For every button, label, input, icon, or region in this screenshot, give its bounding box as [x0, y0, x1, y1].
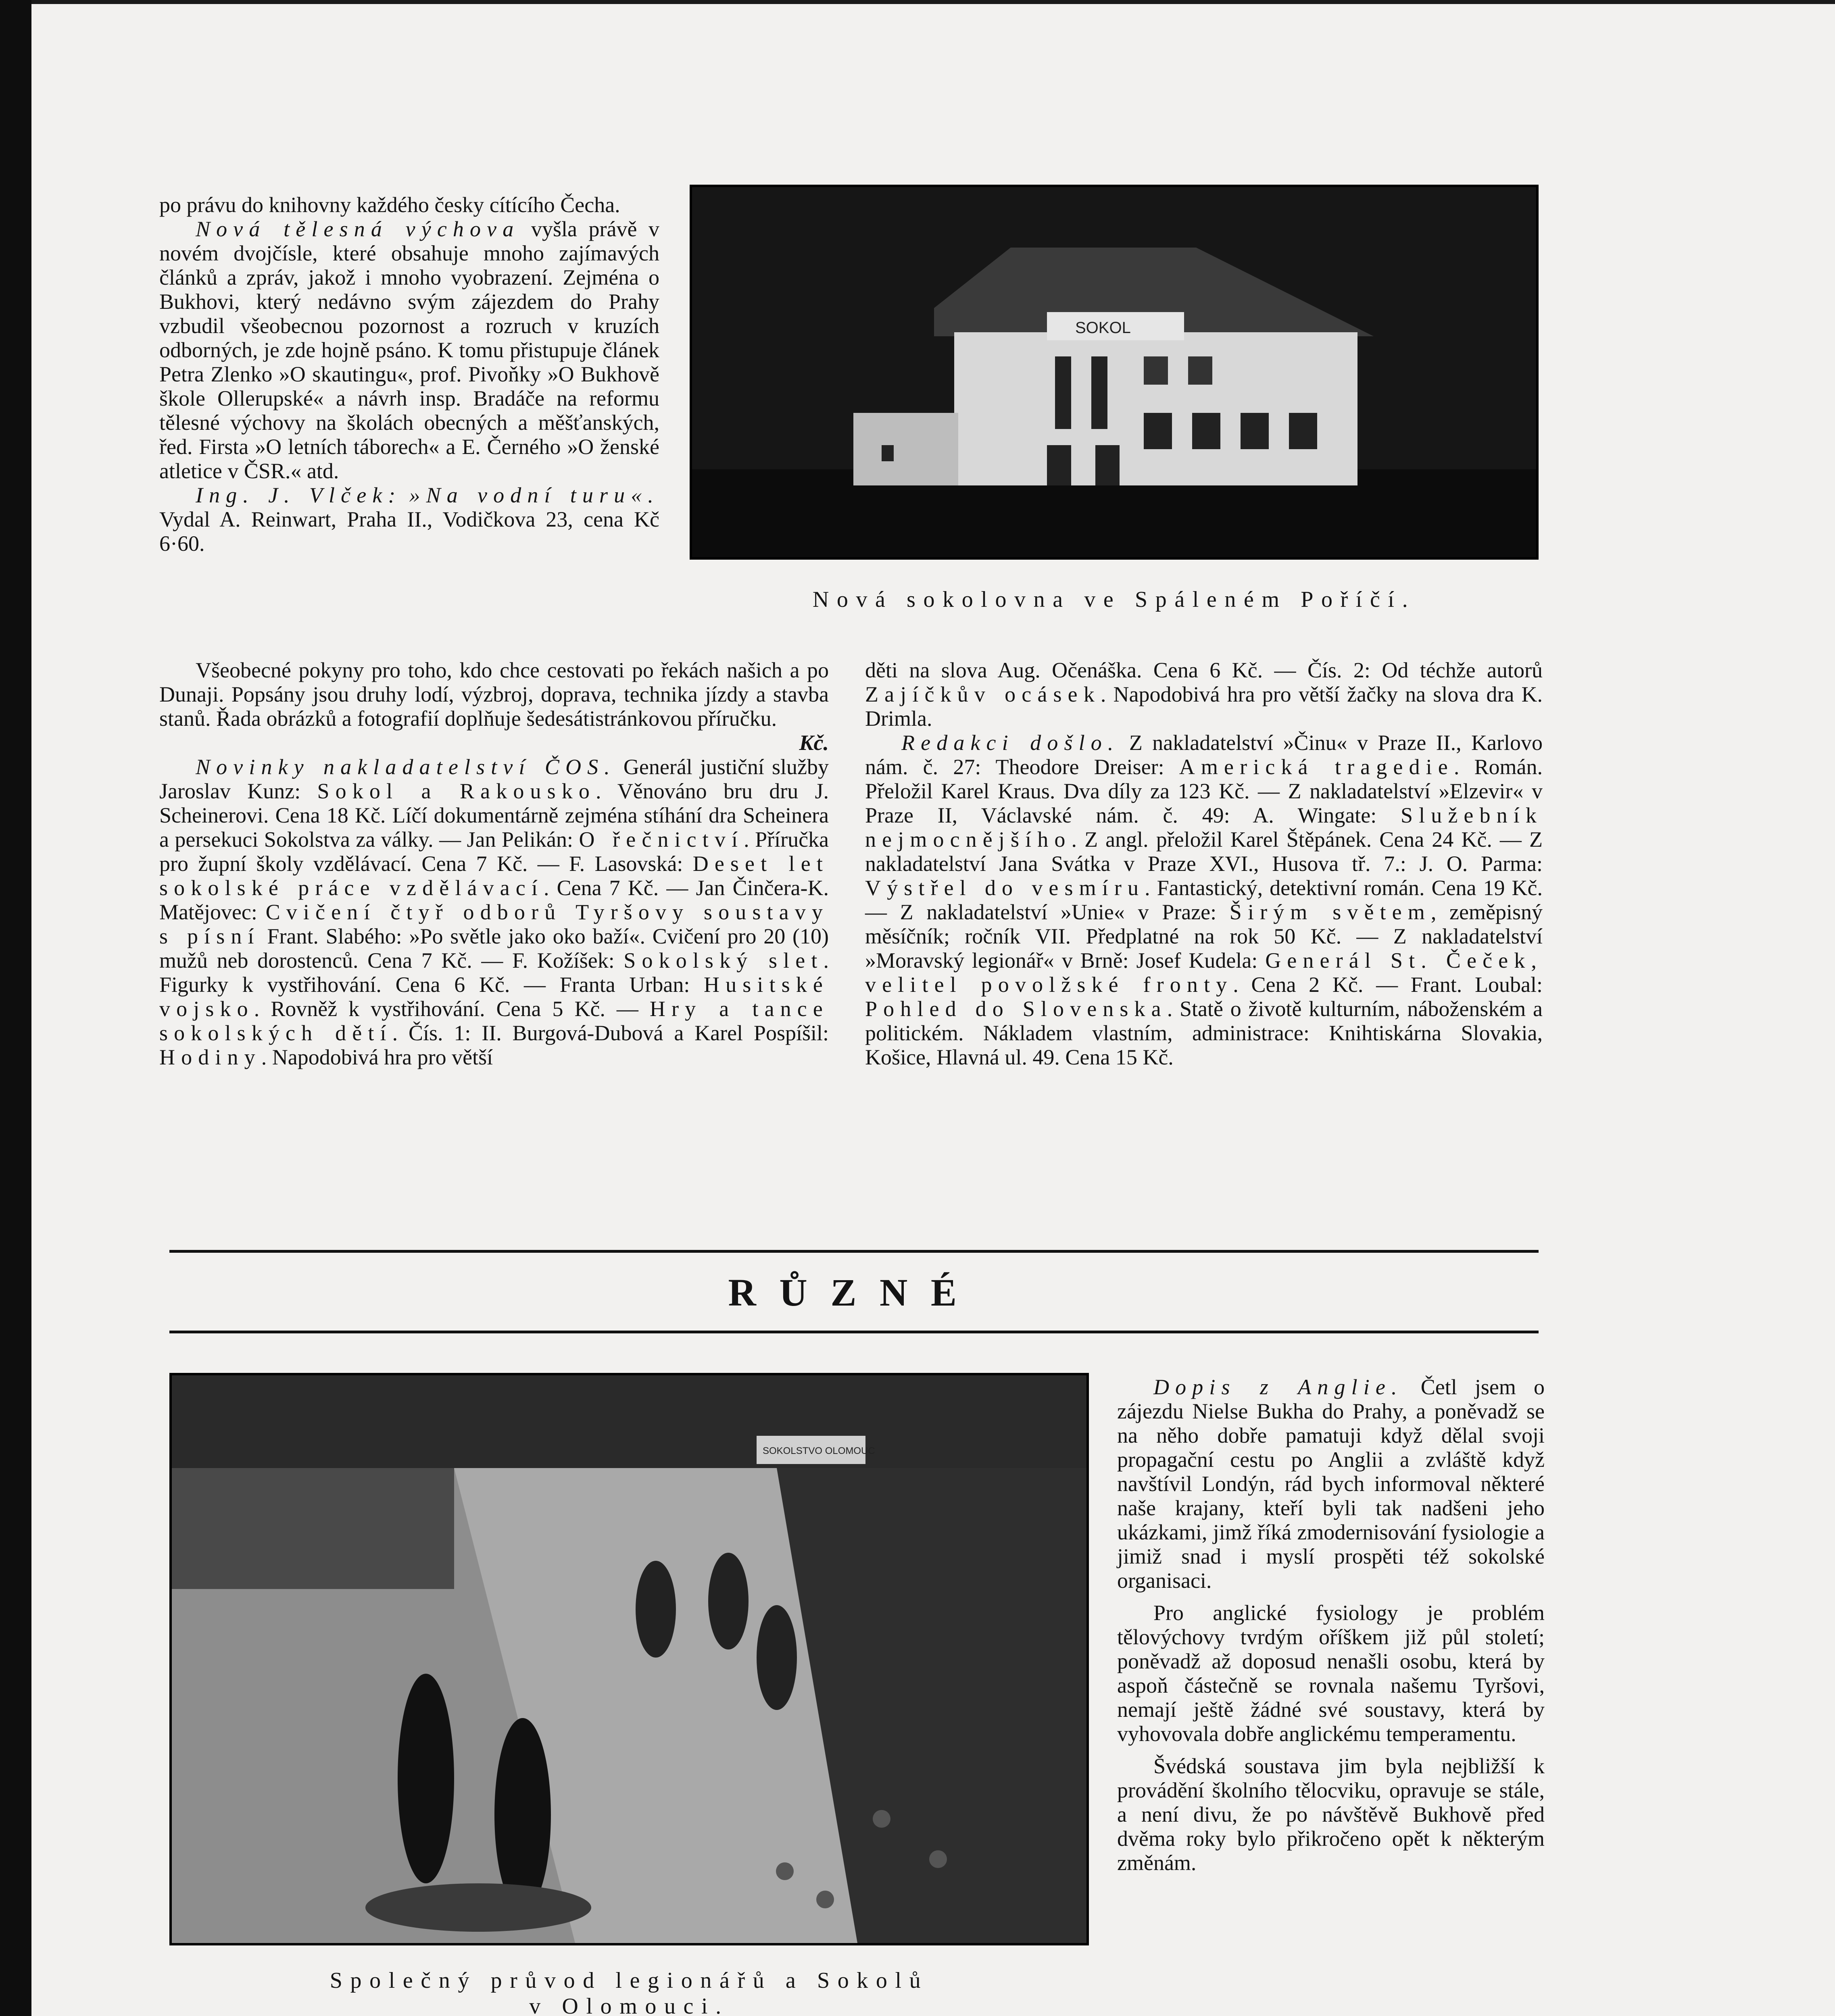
caption-sokolovna: Nová sokolovna ve Spáleném Poříčí. [812, 587, 1416, 612]
sokol-sign: SOKOL [1075, 319, 1131, 337]
column-bottom-right [1117, 1375, 1545, 1875]
paragraph-novinky-cos: Novinky nakladatelství ČOS. Generál justiční služby Jaroslav Kunz: Sokol a Rakousko. Věnováno bru dru J. Scheinerovi. Cena 18 Kč. Líčí dokumentárně zejména stíhání dra Scheinera a persekuci Sokolstva za války. — Jan Pelikán: O řečnictví. Příručka pro župní školy vzdělávací. Cena 7 Kč. — F. Lasovská: Deset let sokolské práce vzdělávací. Cena 7 Kč. — Jan Činčera-K. Matějovec: Cvičení čtyř odborů Tyršovy soustavy s písní Frant. Slabého: »Po světle jako oko baží«. Cvičení pro 20 (10) mužů neb dorostenců. Cena 7 Kč. — F. Kožíšek: Sokolský slet. Figurky k vystřihování. Cena 6 Kč. — Franta Urban: Husitské vojsko. Rovněž k vystřihování. Cena 5 Kč. — Hry a tance sokolských dětí. Čís. 1: II. Burgová-Dubová a Karel Pospíšil: Hodiny. Napodobivá hra pro větší [159, 755, 829, 1069]
paragraph-zajickuv-ocasek: děti na slova Aug. Očenáška. Cena 6 Kč. — Čís. 2: Od téchže autorů Zajíčkův ocásek. Napodobivá hra pro větší žačky na slova dra K. Drimla. [865, 658, 1543, 731]
title-redakci-doslo: Redakci došlo. [901, 731, 1120, 755]
heading-rule-bottom [169, 1331, 1539, 1333]
scan-border-left [0, 0, 31, 2016]
title-novinky-cos: Novinky nakladatelství ČOS. [196, 755, 616, 779]
scan-border-top [31, 0, 1835, 4]
paragraph-redakci-doslo: Redakci došlo. Z nakladatelství »Činu« v Praze II., Karlovo nám. č. 27: Theodore Dreiser: Americká tragedie. Román. Přeložil Karel Kraus. Dva díly za 123 Kč. — Z nakladatelství »Elzevir« v Praze II, Václavské nám. č. 49: A. Wingate: Služebník nejmocnějšího. Z angl. přeložil Karel Štěpánek. Cena 24 Kč. — Z nakladatelství Jana Svátka v Praze XVI., Husova tř. 7.: J. O. Parma: Výstřel do vesmíru. Fantastický, detektivní román. Cena 19 Kč. — Z nakladatelství »Unie« v Praze: Širým světem, zeměpisný měsíčník; ročník VII. Předplatné na rok 50 Kč. — Z nakladatelství »Moravský legionář« v Brně: Josef Kudela: Generál St. Čeček, velitel povolžské fronty. Cena 2 Kč. — Frant. Loubal: Pohled do Slovenska. Statě o životě kulturním, náboženském a politickém. Nákladem vlastním, administrace: Knihtiskárna Slovakia, Košice, Hlavná ul. 49. Cena 15 Kč. [865, 731, 1543, 1069]
author-vlcek: Ing. J. Vlček: [196, 483, 402, 507]
photo-pruvod [169, 1373, 1089, 1945]
section-heading-ruzne: RŮZNÉ [728, 1271, 980, 1314]
title-nova-telesna: Nová tělesná výchova [196, 217, 520, 241]
sokolovna-illustration [692, 187, 1536, 557]
caption-pruvod-line2: v Olomouci. [529, 1994, 729, 2016]
paragraph-intro: po právu do knihovny každého česky cítícího Čecha. [159, 193, 620, 217]
paragraph-dopis-z-anglie: Dopis z Anglie. Četl jsem o zájezdu Nielse Bukha do Prahy, a poněvadž se na něho dobře pamatuji když dělal svoji propagační cestu po Anglii a zvláště když navštívil Londýn, rád bych informoval některé naše krajany, kteří byli tak nadšeni jeho ukázkami, jimž říká zmodernisování fysiologie a jimiž snad i myslí prospěti též sokolské organisaci. [1117, 1375, 1545, 1593]
column-mid-left [159, 658, 829, 1069]
paragraph-anglicti-fysiologove: Pro anglické fysiology je problém tělovýchovy tvrdým oříškem již půl století; poněvadž až doposud nenašli osobu, která by aspoň částečně se rovnala našemu Tyršovi, nemají ještě žádné své soustavy, která by vyhovovala dobře anglickému temperamentu. [1117, 1601, 1545, 1746]
column-top-left [159, 193, 659, 556]
signature-kc: Kč. [799, 731, 829, 755]
heading-rule-top [169, 1250, 1539, 1253]
procession-banner: SOKOLSTVO OLOMOUC [763, 1445, 875, 1456]
paragraph-svedska-soustava: Švédská soustava jim byla nejbližší k provádění školního tělocviku, opravuje se stále, a není divu, že po návštěvě Bukhově před dvěma roky bylo přikročeno opět k některým změnám. [1117, 1754, 1545, 1875]
paragraph-nova-telesna: Nová tělesná výchova vyšla právě v novém dvojčísle, které obsahuje mnoho zajímavých článků a zpráv, jakož i mnoho vyobrazení. Zejména o Bukhovi, který nedávno svým zájezdem do Prahy vzbudil všeobecnou pozornost a rozruch v kruzích odborných, je zde hojně psáno. K tomu přistupuje článek Petra Zlenko »O skautingu«, prof. Pivoňky »O Bukhově škole Ollerupské« a návrh insp. Bradáče na reformu tělesné výchovy na školách obecných a měšťanských, řed. Firsta »O letních táborech« a E. Černého »O ženské atletice v ČSR.« atd. [159, 217, 660, 483]
title-na-vodni-turu: »Na vodní turu«. [409, 483, 659, 507]
title-dopis-z-anglie: Dopis z Anglie. [1153, 1375, 1403, 1399]
paragraph-vseobecne-pokyny: Všeobecné pokyny pro toho, kdo chce cestovati po řekách našich a po Dunaji. Popsány jsou druhy lodí, výzbroj, doprava, technika jízdy a stavba stanů. Řada obrázků a fotografií doplňuje šedesátistránkovou příručku. Kč. [159, 658, 829, 755]
column-mid-right [865, 658, 1543, 1069]
paragraph-na-vodni-turu: Ing. J. Vlček: »Na vodní turu«. Vydal A. Reinwart, Praha II., Vodičkova 23, cena Kč 6·60. [159, 483, 659, 556]
procession-illustration [172, 1375, 1086, 1943]
photo-sokolovna [690, 185, 1539, 560]
caption-pruvod-line1: Společný průvod legionářů a Sokolů [329, 1968, 929, 1993]
